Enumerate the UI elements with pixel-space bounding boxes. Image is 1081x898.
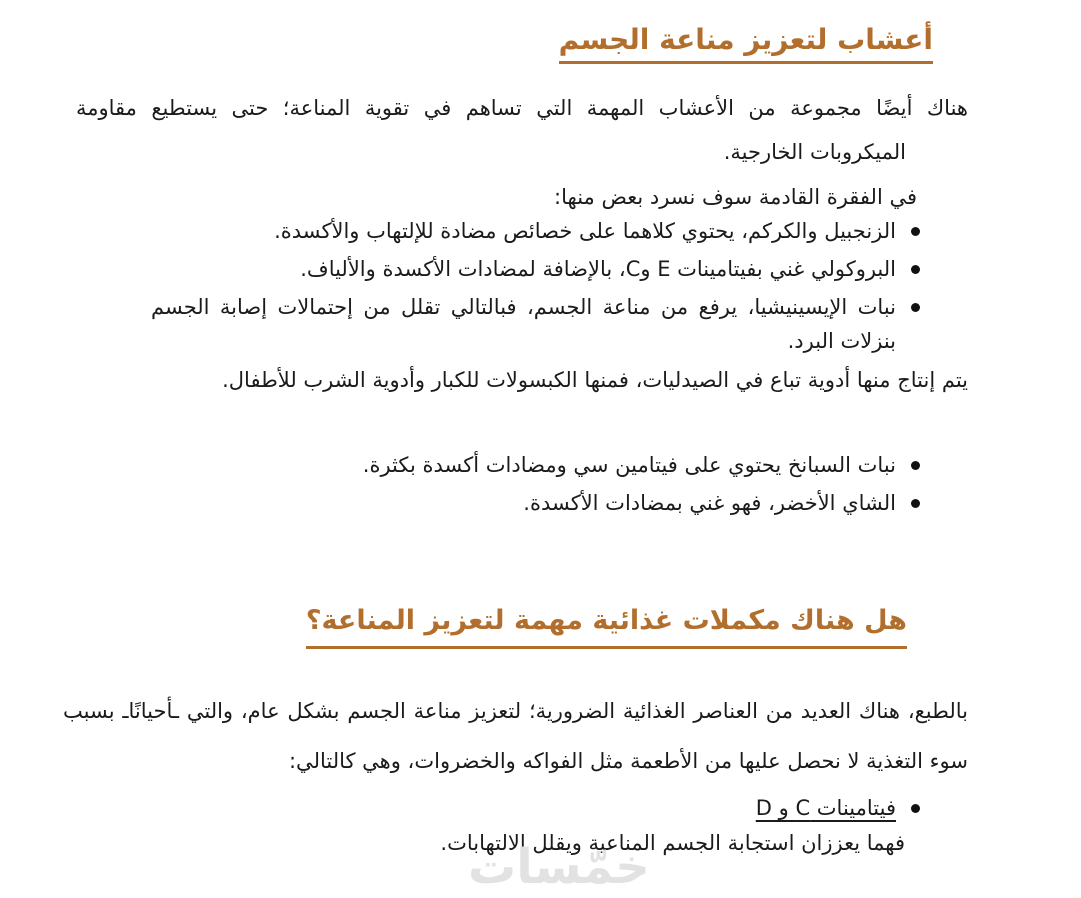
herbs-bullet-list — [151, 214, 920, 362]
bullet-icon — [911, 227, 920, 236]
bullet-icon — [911, 499, 920, 508]
bullet-text: الزنجبيل والكركم، يحتوي كلاهما على خصائص مضادة للإلتهاب والأكسدة. — [274, 219, 896, 243]
section1-note-paragraph: يتم إنتاج منها أدوية تباع في الصيدليات، فمنها الكبسولات للكبار وأدوية الشرب للأطفال. — [222, 368, 968, 392]
section2-bullet-note: فهما يعززان استجابة الجسم المناعية ويقلل الالتهابات. — [440, 831, 905, 855]
bullet-text: الشاي الأخضر، فهو غني بمضادات الأكسدة. — [523, 491, 896, 515]
bullet-text: نبات الإيسينيشيا، يرفع من مناعة الجسم، فبالتالي تقلل من إحتمالات إصابة الجسم بنزلات البرد. — [151, 295, 896, 353]
list-item — [151, 290, 920, 358]
section1-intro-paragraph: هناك أيضًا مجموعة من الأعشاب المهمة التي تساهم في تقوية المناعة؛ حتى يستطيع مقاومة الميكروبات الخارجية. — [76, 96, 968, 164]
vitamins-bullet-text: فيتامينات C و D — [755, 796, 896, 820]
foods-bullet-list — [363, 448, 920, 524]
bullet-icon — [911, 265, 920, 274]
list-item — [151, 214, 920, 248]
section2-title: هل هناك مكملات غذائية مهمة لتعزيز المناعة؟ — [306, 605, 907, 648]
bullet-icon — [911, 461, 920, 470]
section1-title: أعشاب لتعزيز مناعة الجسم — [559, 23, 933, 65]
list-item — [363, 448, 920, 482]
section1-lead-in: في الفقرة القادمة سوف نسرد بعض منها: — [554, 185, 917, 209]
watermark: خمّسات — [468, 839, 650, 895]
bullet-text: البروكولي غني بفيتامينات E وC، بالإضافة لمضادات الأكسدة والألياف. — [300, 257, 896, 281]
bullet-icon — [911, 303, 920, 312]
section2-intro-paragraph: بالطبع، هناك العديد من العناصر الغذائية الضرورية؛ لتعزيز مناعة الجسم بشكل عام، والتي ـأحيانًاـ بسبب سوء التغذية لا نحصل عليها من الأطعمة مثل الفواكه والخضروات، وهي كالتالي: — [63, 699, 968, 773]
bullet-icon — [911, 804, 920, 813]
vitamins-list-item — [756, 791, 920, 825]
bullet-text: نبات السبانخ يحتوي على فيتامين سي ومضادات أكسدة بكثرة. — [362, 453, 896, 477]
list-item — [151, 252, 920, 286]
list-item — [363, 486, 920, 520]
